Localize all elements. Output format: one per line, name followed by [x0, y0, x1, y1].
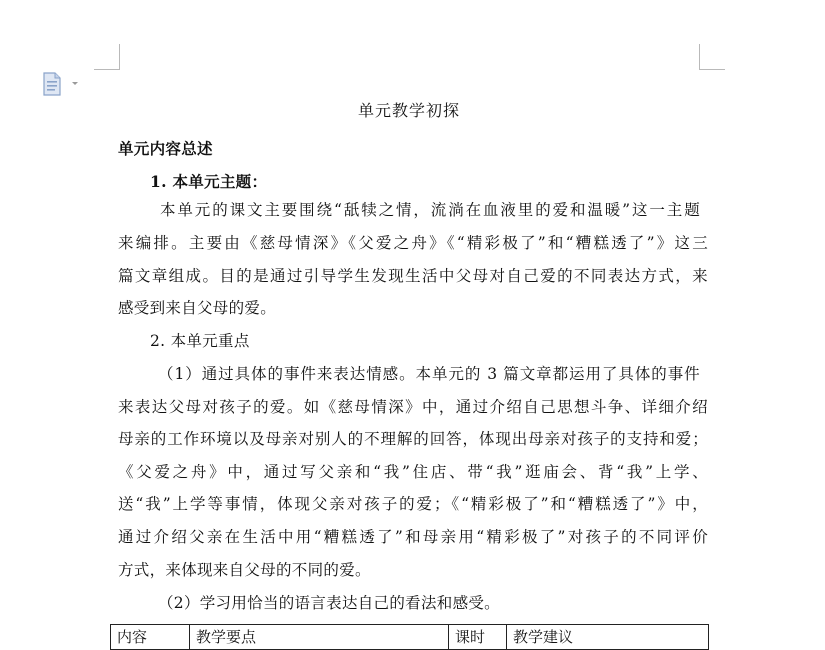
document-icon: [42, 72, 84, 96]
section-heading: 单元内容总述: [118, 139, 213, 158]
paragraph-line: 方式，来体现来自父母的不同的爱。: [118, 561, 371, 579]
paragraph-line: 感受到来自父母的爱。: [118, 299, 277, 317]
paragraph-line: 来表达父母对孩子的爱。如《慈母情深》中，通过介绍自己思想斗争、详细介绍: [118, 398, 708, 416]
table-header-row: [111, 625, 709, 650]
paragraph-line: 本单元的课文主要围绕“舐犊之情，流淌在血液里的爱和温暖”这一主题: [160, 201, 700, 219]
paragraph-line: 母亲的工作环境以及母亲对别人的不理解的回答，体现出母亲对孩子的支持和爱；: [118, 430, 708, 448]
paragraph-line: 送“我”上学等事情，体现父亲对孩子的爱；《“精彩极了”和“糟糕透了”》中，: [118, 495, 708, 513]
paragraph-line: 通过介绍父亲在生活中用“糟糕透了”和母亲用“精彩极了”对孩子的不同评价: [118, 528, 708, 546]
document-map-icon[interactable]: [42, 72, 84, 96]
table-header-cell: 教学建议: [507, 625, 709, 650]
paragraph-line: 篇文章组成。目的是通过引导学生发现生活中父母对自己爱的不同表达方式，来: [118, 267, 708, 285]
chevron-down-icon: [72, 82, 78, 85]
table-header-cell: 内容: [111, 625, 190, 650]
table-header-cell: 教学要点: [190, 625, 449, 650]
subheading-focus: 2. 本单元重点: [150, 332, 250, 350]
paragraph-line: （1）通过具体的事件来表达情感。本单元的 3 篇文章都运用了具体的事件: [158, 365, 700, 383]
table-header-cell: 课时: [449, 625, 507, 650]
crop-mark-top-left: [94, 44, 120, 70]
crop-mark-top-right: [699, 44, 725, 70]
subheading-theme: 1. 本单元主题：: [150, 172, 268, 191]
paragraph-line: （2）学习用恰当的语言表达自己的看法和感受。: [158, 594, 500, 612]
paragraph-line: 来编排。主要由《慈母情深》《父爱之舟》《“精彩极了”和“糟糕透了”》这三: [118, 234, 708, 252]
paragraph-line: 《父爱之舟》中，通过写父亲和“我”住店、带“我”逛庙会、背“我”上学、: [118, 463, 708, 481]
teaching-plan-table: [110, 624, 709, 650]
document-title: 单元教学初探: [358, 101, 461, 120]
